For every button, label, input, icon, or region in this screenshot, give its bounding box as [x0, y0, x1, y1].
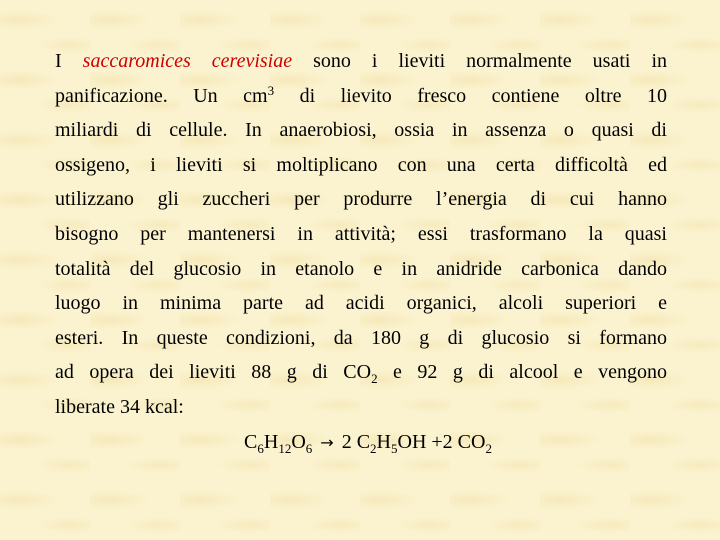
species-name: saccaromices cerevisiae: [82, 50, 293, 72]
body-paragraph: [55, 44, 667, 425]
paragraph-line: miliardi di cellule. In anaerobiosi, ossia in assenza o quasi di: [55, 119, 667, 142]
element: H: [263, 431, 279, 453]
subscript: 2: [370, 441, 377, 456]
element: C: [244, 431, 258, 453]
subscript: 12: [278, 441, 292, 456]
element: O: [291, 431, 306, 453]
subscript: 2: [485, 441, 492, 456]
text: di lievito fresco contiene oltre 10: [274, 84, 667, 107]
text: I: [55, 50, 83, 72]
text: panificazione. Un cm: [55, 84, 268, 107]
text: OH +2 CO: [397, 431, 486, 453]
text: sono i lieviti normalmente usati in: [292, 50, 667, 72]
subscript: 6: [305, 441, 313, 456]
subscript: 2: [371, 371, 378, 387]
element: H: [376, 431, 391, 453]
reaction-arrow-icon: →: [320, 433, 334, 452]
subscript: 6: [257, 441, 264, 456]
paragraph-line: esteri. In queste condizioni, da 180 g di glucosio si formano: [55, 326, 667, 349]
paragraph-line: [55, 79, 667, 114]
paragraph-line: totalità del glucosio in etanolo e in anidride carbonica dando: [55, 257, 667, 280]
chemical-equation: [0, 425, 720, 460]
paragraph-line: liberate 34 kcal:: [55, 395, 184, 418]
subscript: 5: [391, 441, 398, 456]
text: 2 C: [336, 431, 371, 453]
superscript: 3: [267, 82, 275, 98]
paragraph-line: luogo in minima parte ad acidi organici, alcoli superiori e: [55, 292, 667, 315]
paragraph-line: ossigeno, i lieviti si moltiplicano con una certa difficoltà ed: [55, 153, 667, 176]
paragraph-line: utilizzano gli zuccheri per produrre l’energia di cui hanno: [55, 188, 667, 211]
paragraph-line: [55, 355, 667, 390]
paragraph-line: [55, 44, 667, 79]
text: ad opera dei lieviti 88 g di CO: [55, 361, 372, 384]
paragraph-line: bisogno per mantenersi in attività; essi trasformano la quasi: [55, 222, 667, 245]
text: e 92 g di alcool e vengono: [377, 361, 667, 384]
